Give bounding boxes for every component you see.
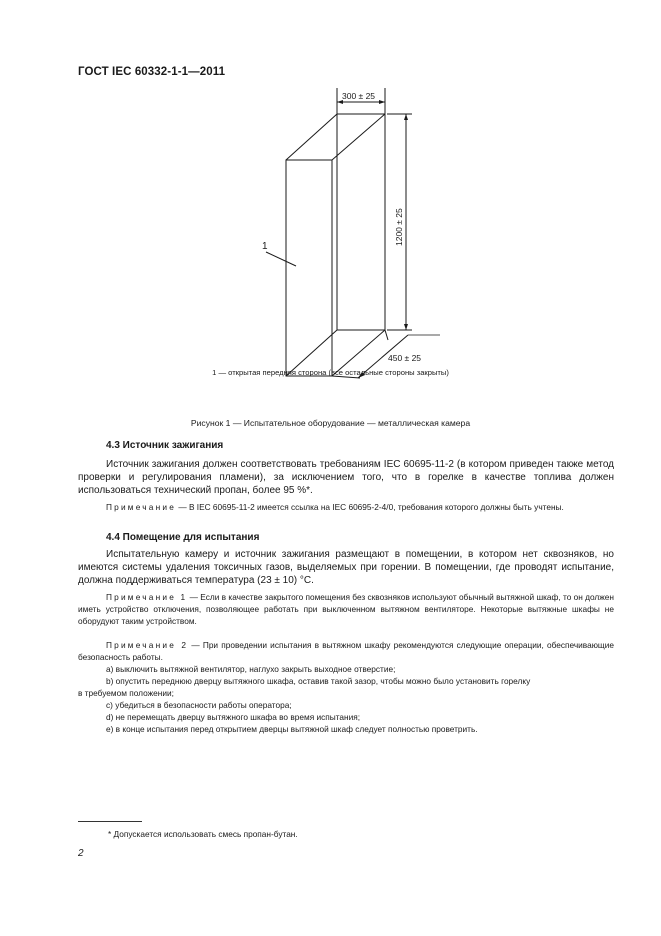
page-number: 2 xyxy=(78,848,84,859)
list-item-b-cont: в требуемом положении; xyxy=(78,688,174,698)
note-1-text: — Если в качестве закрытого помещения без сквозняков используют обычный вытяжной шкаф, то он должен иметь устройство отключения, позволяющее работать при выключенном вытяжном вентиляторе. Некоторые вытяжные шкафы не оборудуют таким устройством. xyxy=(78,592,615,626)
note-2-label: Примечание 2 xyxy=(106,640,189,650)
list-item-b: b) опустить переднюю дверцу вытяжного шкафа, оставив такой зазор, чтобы можно было установить горелку xyxy=(106,676,531,686)
figure-legend: 1 — открытая передняя сторона (все остальные стороны закрыты) xyxy=(212,368,449,377)
chamber-front-face xyxy=(286,160,332,376)
figure-caption: Рисунок 1 — Испытательное оборудование — металлическая камера xyxy=(190,418,471,428)
callout-number: 1 xyxy=(262,241,268,252)
width-dimension-label: 300 ± 25 xyxy=(342,91,376,101)
depth-dimension-label: 450 ± 25 xyxy=(388,353,422,363)
section-4-4-heading: 4.4 Помещение для испытания xyxy=(106,532,260,543)
footnote: * Допускается использовать смесь пропан-бутан. xyxy=(108,829,298,839)
section-4-3-heading: 4.3 Источник зажигания xyxy=(106,440,224,451)
list-item-a: a) выключить вытяжной вентилятор, наглухо закрыть выходное отверстие; xyxy=(106,664,396,674)
chamber-back-face xyxy=(337,114,385,330)
section-4-3-paragraph: Источник зажигания должен соответствовать требованиям IEC 60695-11-2 (в котором приведен также метод проверки и регулирования пламени), за исключением того, что в горелке в качестве топлива должен использоваться технический пропан, более 95 %*. xyxy=(78,459,614,496)
section-4-4-note-2 xyxy=(78,639,614,663)
note-1-label: Примечание 1 xyxy=(106,592,188,602)
section-4-4-paragraph: Испытательную камеру и источник зажигания размещают в помещении, в котором нет сквозняков, но имеются системы удаления токсичных газов, выделяемых при горении. В помещении, где проводят испытание, должна поддерживаться температура (23 ± 10) °С. xyxy=(78,549,614,586)
height-dimension-label: 1200 ± 25 xyxy=(394,208,404,246)
test-chamber-figure xyxy=(0,0,661,380)
note-text: — В IEC 60695-11-2 имеется ссылка на IEC 60695-2-4/0, требования которого должны быть учтены. xyxy=(176,502,564,512)
document-header: ГОСТ IEC 60332-1-1—2011 xyxy=(78,66,226,78)
note-label: Примечание xyxy=(106,502,177,512)
section-4-4-note-1 xyxy=(78,591,614,627)
section-4-3-note xyxy=(78,501,614,513)
list-item-d: d) не перемещать дверцу вытяжного шкафа во время испытания; xyxy=(106,712,361,722)
list-item-c: c) убедиться в безопасности работы оператора; xyxy=(106,700,292,710)
list-item-e: e) в конце испытания перед открытием дверцы вытяжной шкаф следует полностью проветрить. xyxy=(106,724,478,734)
footnote-separator xyxy=(78,821,142,822)
note-2-text: — При проведении испытания в вытяжном шкафу рекомендуются следующие операции, обеспечивающие безопасность работы. xyxy=(78,640,615,662)
